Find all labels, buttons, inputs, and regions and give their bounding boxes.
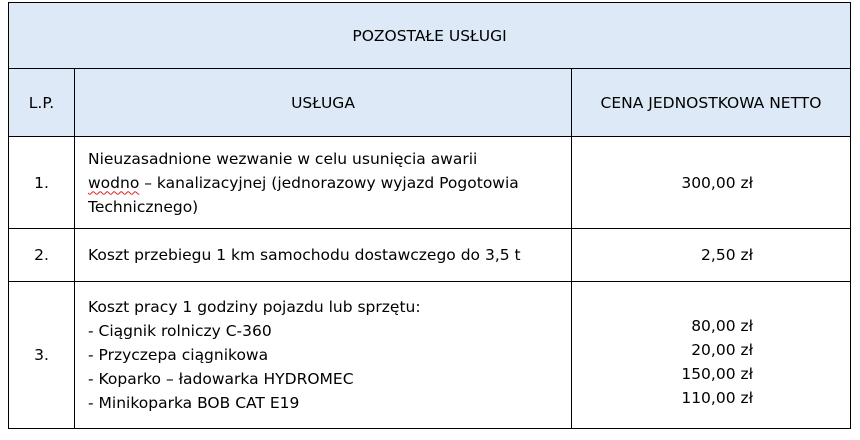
unit-price: 150,00 zł bbox=[681, 365, 754, 383]
description-line: - Minikoparka BOB CAT E19 bbox=[88, 394, 300, 412]
service-description bbox=[75, 137, 572, 229]
row-number: 2. bbox=[9, 229, 75, 282]
description-line: - Ciągnik rolniczy C-360 bbox=[88, 322, 272, 340]
row-number: 1. bbox=[9, 137, 75, 229]
column-header-service: USŁUGA bbox=[75, 69, 572, 137]
unit-price: 80,00 zł bbox=[691, 317, 754, 335]
table-row bbox=[9, 137, 851, 229]
spellcheck-word: wodno bbox=[88, 173, 140, 192]
table-row bbox=[9, 229, 851, 282]
unit-price: 300,00 zł bbox=[572, 137, 851, 229]
table-title: POZOSTAŁE USŁUGI bbox=[9, 3, 851, 69]
description-line: - Przyczepa ciągnikowa bbox=[88, 346, 269, 364]
row-number: 3. bbox=[9, 282, 75, 429]
service-description: Koszt przebiegu 1 km samochodu dostawczego do 3,5 t bbox=[75, 229, 572, 282]
description-text: – kanalizacyjnej (jednorazowy wyjazd Pogotowia bbox=[139, 173, 519, 192]
services-table bbox=[8, 2, 851, 429]
description-line: Koszt pracy 1 godziny pojazdu lub sprzętu: bbox=[88, 298, 421, 316]
description-line: Nieuzasadnione wezwanie w celu usunięcia awarii bbox=[88, 149, 478, 168]
unit-price-list bbox=[572, 282, 851, 429]
description-line: - Koparko – ładowarka HYDROMEC bbox=[88, 370, 354, 388]
unit-price: 110,00 zł bbox=[681, 389, 754, 407]
column-header-lp: L.P. bbox=[9, 69, 75, 137]
description-line: Technicznego) bbox=[88, 197, 199, 216]
column-header-price: CENA JEDNOSTKOWA NETTO bbox=[572, 69, 851, 137]
table-row bbox=[9, 282, 851, 429]
unit-price: 20,00 zł bbox=[691, 341, 754, 359]
unit-price: 2,50 zł bbox=[572, 229, 851, 282]
service-description bbox=[75, 282, 572, 429]
description-line bbox=[88, 171, 571, 195]
